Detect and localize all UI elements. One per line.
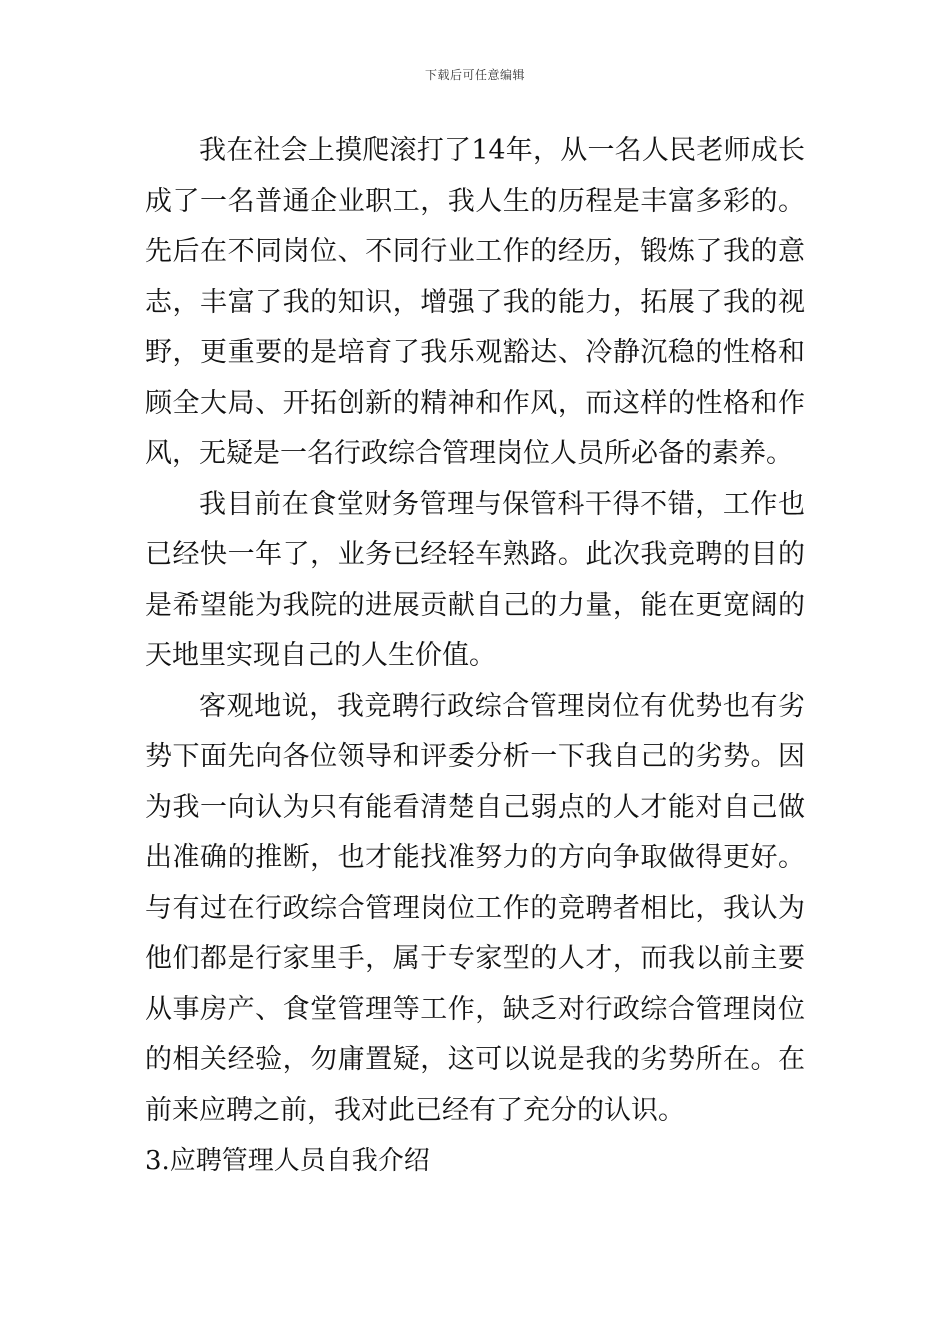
page-header-note: 下载后可任意编辑	[424, 68, 525, 82]
section-heading: 3.应聘管理人员自我介绍	[145, 1146, 430, 1176]
paragraph-self-analysis: 客观地说，我竞聘行政综合管理岗位有优势也有劣势下面先向各位领导和评委分析一下我自己的劣势。因为我一向认为只有能看清楚自己弱点的人才能对自己做出准确的推断，也才能找准努力的方向争取做得更好。与有过在行政综合管理岗位工作的竞聘者相比，我认为他们都是行家里手，属于专家型的人才，而我以前主要从事房产、食堂管理等工作，缺乏对行政综合管理岗位的相关经验，勿庸置疑，这可以说是我的劣势所在。在前来应聘之前，我对此已经有了充分的认识。	[145, 690, 805, 1126]
paragraph-experience: 我在社会上摸爬滚打了14年，从一名人民老师成长成了一名普通企业职工，我人生的历程是丰富多彩的。先后在不同岗位、不同行业工作的经历，锻炼了我的意志，丰富了我的知识，增强了我的能力，拓展了我的视野，更重要的是培育了我乐观豁达、冷静沉稳的性格和顾全大局、开拓创新的精神和作风，而这样的性格和作风，无疑是一名行政综合管理岗位人员所必备的素养。	[145, 135, 805, 469]
document-body	[145, 126, 805, 1187]
paragraph-current-work: 我目前在食堂财务管理与保管科干得不错，工作也已经快一年了，业务已经轻车熟路。此次我竞聘的目的是希望能为我院的进展贡献自己的力量，能在更宽阔的天地里实现自己的人生价值。	[145, 488, 805, 671]
